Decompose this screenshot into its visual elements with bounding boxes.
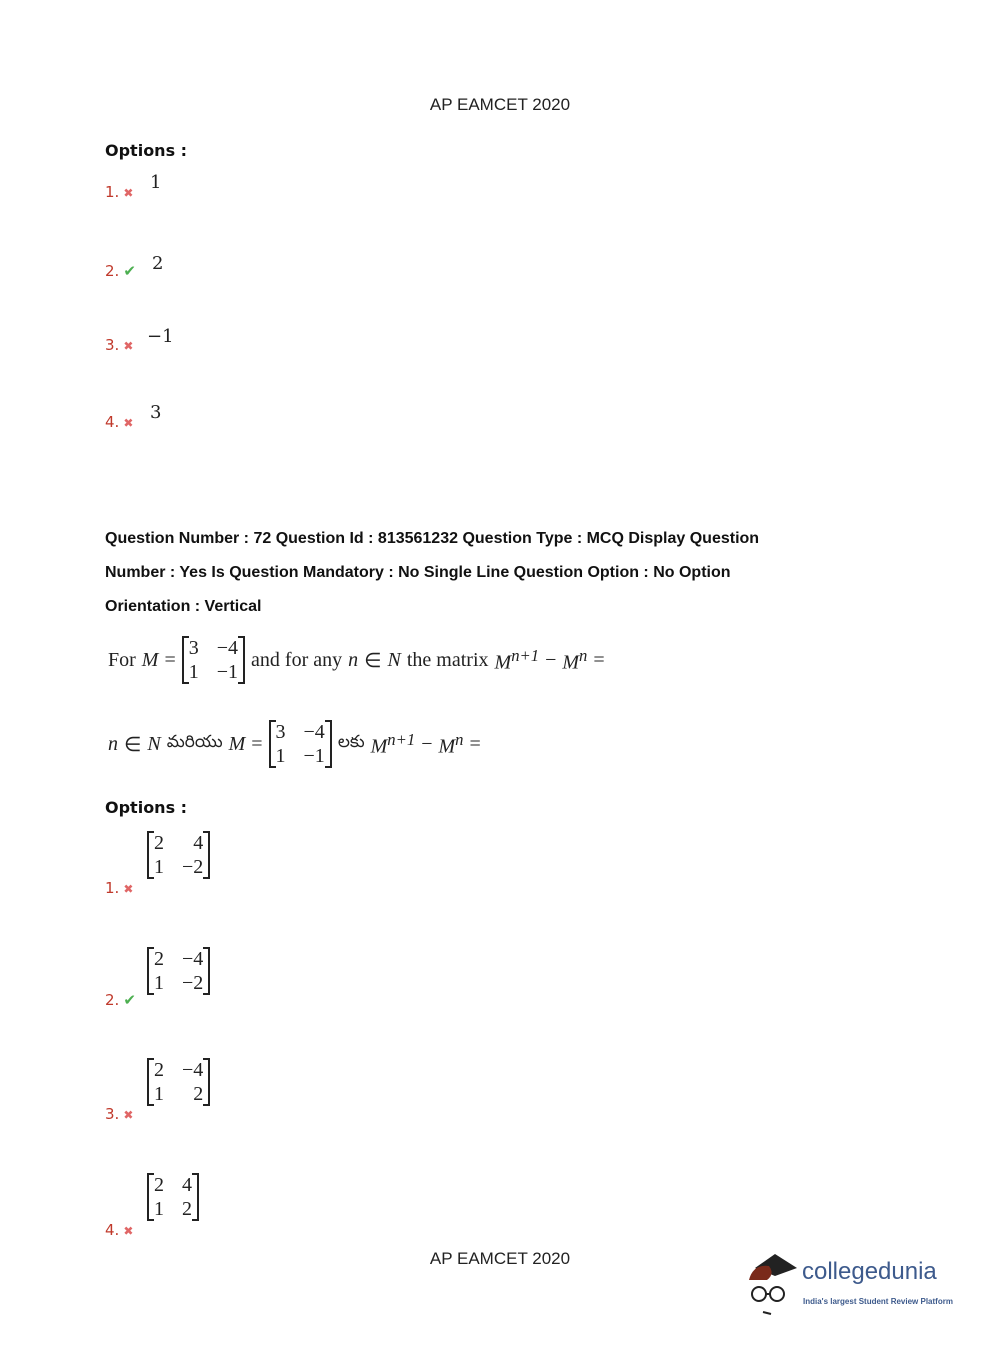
option-4-matrix: 2 4 1 2 [147,1173,199,1221]
option-2-value: 2 [152,253,164,274]
option-1-matrix: 2 4 1 −2 [147,831,210,879]
option-2: 2. ✔ [105,262,136,280]
matrix: 3 −4 1 −1 [182,636,245,684]
question-english: For M = 3 −4 1 −1 and for any n ∈ N the matrix $M^{n+1}$ − $M^n$ = [108,637,605,683]
cross-icon: ✖ [123,882,134,896]
matrix-option-3: 3. ✖ [105,1105,134,1123]
cross-icon: ✖ [123,186,134,200]
logo-name: collegedunia [802,1258,937,1285]
collegedunia-logo [745,1250,985,1315]
option-2-matrix: 2 −4 1 −2 [147,947,210,995]
mascot-icon [745,1250,801,1315]
question-meta: Question Number : 72 Question Id : 813561232 Question Type : MCQ Display Question Number : Yes Is Question Mandatory : No Single Line Question Option : No Option Orientation : Vertical [105,530,760,615]
option-1-value: 1 [150,172,162,193]
option-4: 4. ✖ [105,413,134,431]
cross-icon: ✖ [123,1224,134,1238]
option-1: 1. ✖ [105,183,134,201]
matrix-option-4: 4. ✖ [105,1221,134,1239]
question-telugu: n ∈ N మరియు M = 3 −4 1 −1 లకు $M^{n+1}$ − $M^n$ = [108,721,481,767]
matrix-option-1: 1. ✖ [105,879,134,897]
option-3-matrix: 2 −4 1 2 [147,1058,210,1106]
options-label: Options : [105,798,188,817]
logo-tagline: India's largest Student Review Platform [803,1297,953,1306]
option-4-value: 3 [150,402,162,423]
cross-icon: ✖ [123,416,134,430]
matrix: 3 −4 1 −1 [269,720,332,768]
matrix-option-2: 2. ✔ [105,991,136,1009]
option-3: 3. ✖ [105,336,134,354]
cross-icon: ✖ [123,1108,134,1122]
check-icon: ✔ [123,262,136,280]
option-3-value: −1 [147,326,174,347]
options-label: Options : [105,141,188,160]
page-header: AP EAMCET 2020 [429,95,571,114]
cross-icon: ✖ [123,339,134,353]
check-icon: ✔ [123,991,136,1009]
page-footer: AP EAMCET 2020 [429,1249,571,1268]
